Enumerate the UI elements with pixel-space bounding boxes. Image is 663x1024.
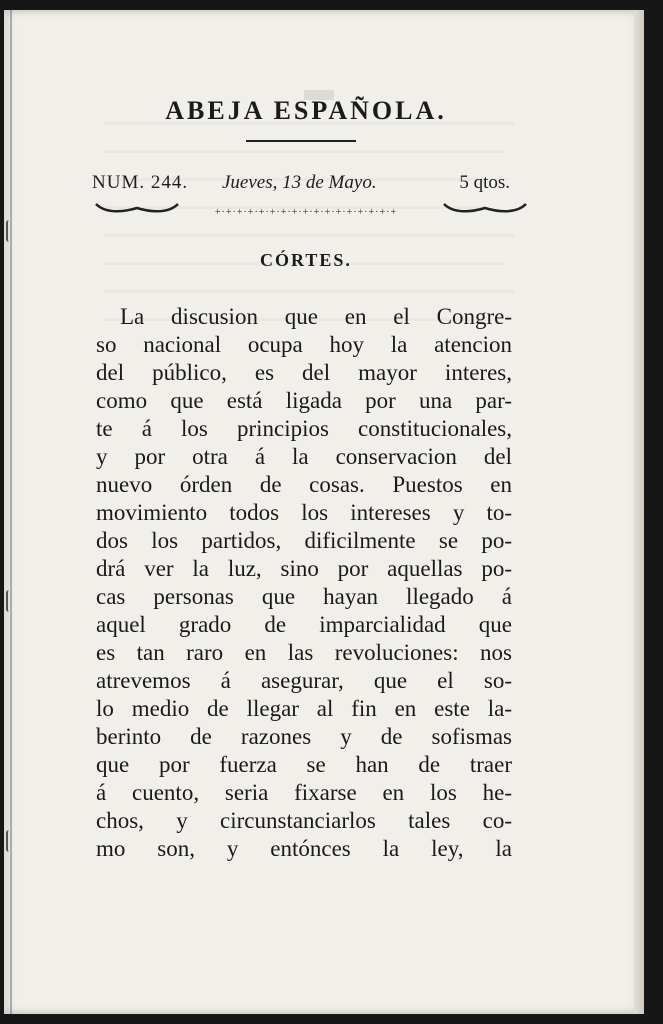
body-text-line: so nacional ocupa hoy la atencion [96,332,512,357]
body-text-line: dos los partidos, dificilmente se po- [96,528,512,553]
issue-header-row [92,172,510,198]
issue-date: Jueves, 13 de Mayo. [222,172,377,193]
body-text-line: te á los principios constitucionales, [96,416,512,441]
issue-number: NUM. 244. [92,172,189,193]
body-text-line: La discusion que en el Congre- [120,304,512,329]
divider-ornament: +·+·+·+·+·+·+·+·+·+·+·+·+·+·+·+·+ [214,207,398,218]
body-text-line: berinto de razones y de sofismas [96,724,512,749]
body-text-line: es tan raro en las revoluciones: nos [96,640,512,665]
body-text-line: chos, y circunstanciarlos tales co- [96,808,512,833]
title-rule [246,140,356,142]
body-text-line: movimiento todos los intereses y to- [96,500,512,525]
masthead-title: ABEJA ESPAÑOLA. [165,96,447,125]
right-swash-ornament [442,200,528,216]
body-text-line: del público, es del mayor interes, [96,360,512,385]
body-text-line: aquel grado de imparcialidad que [96,612,512,637]
body-text-line: drá ver la luz, sino por aquellas po- [96,556,512,581]
body-text-line: nuevo órden de cosas. Puestos en [96,472,512,497]
issue-price: 5 qtos. [459,172,510,193]
body-text-line: que por fuerza se han de traer [96,752,512,777]
body-text-line: cas personas que hayan llegado á [96,584,512,609]
body-text-line: como que está ligada por una par- [96,388,512,413]
left-swash-ornament [94,200,180,216]
body-text-line: atrevemos á asegurar, que el so- [96,668,512,693]
body-text-line: y por otra á la conservacion del [96,444,512,469]
body-text-line: á cuento, seria fixarse en los he- [96,780,512,805]
body-text-line: mo son, y entónces la ley, la [96,836,512,861]
body-text-line: lo medio de llegar al fin en este la- [96,696,512,721]
section-heading: CÓRTES. [260,250,352,270]
